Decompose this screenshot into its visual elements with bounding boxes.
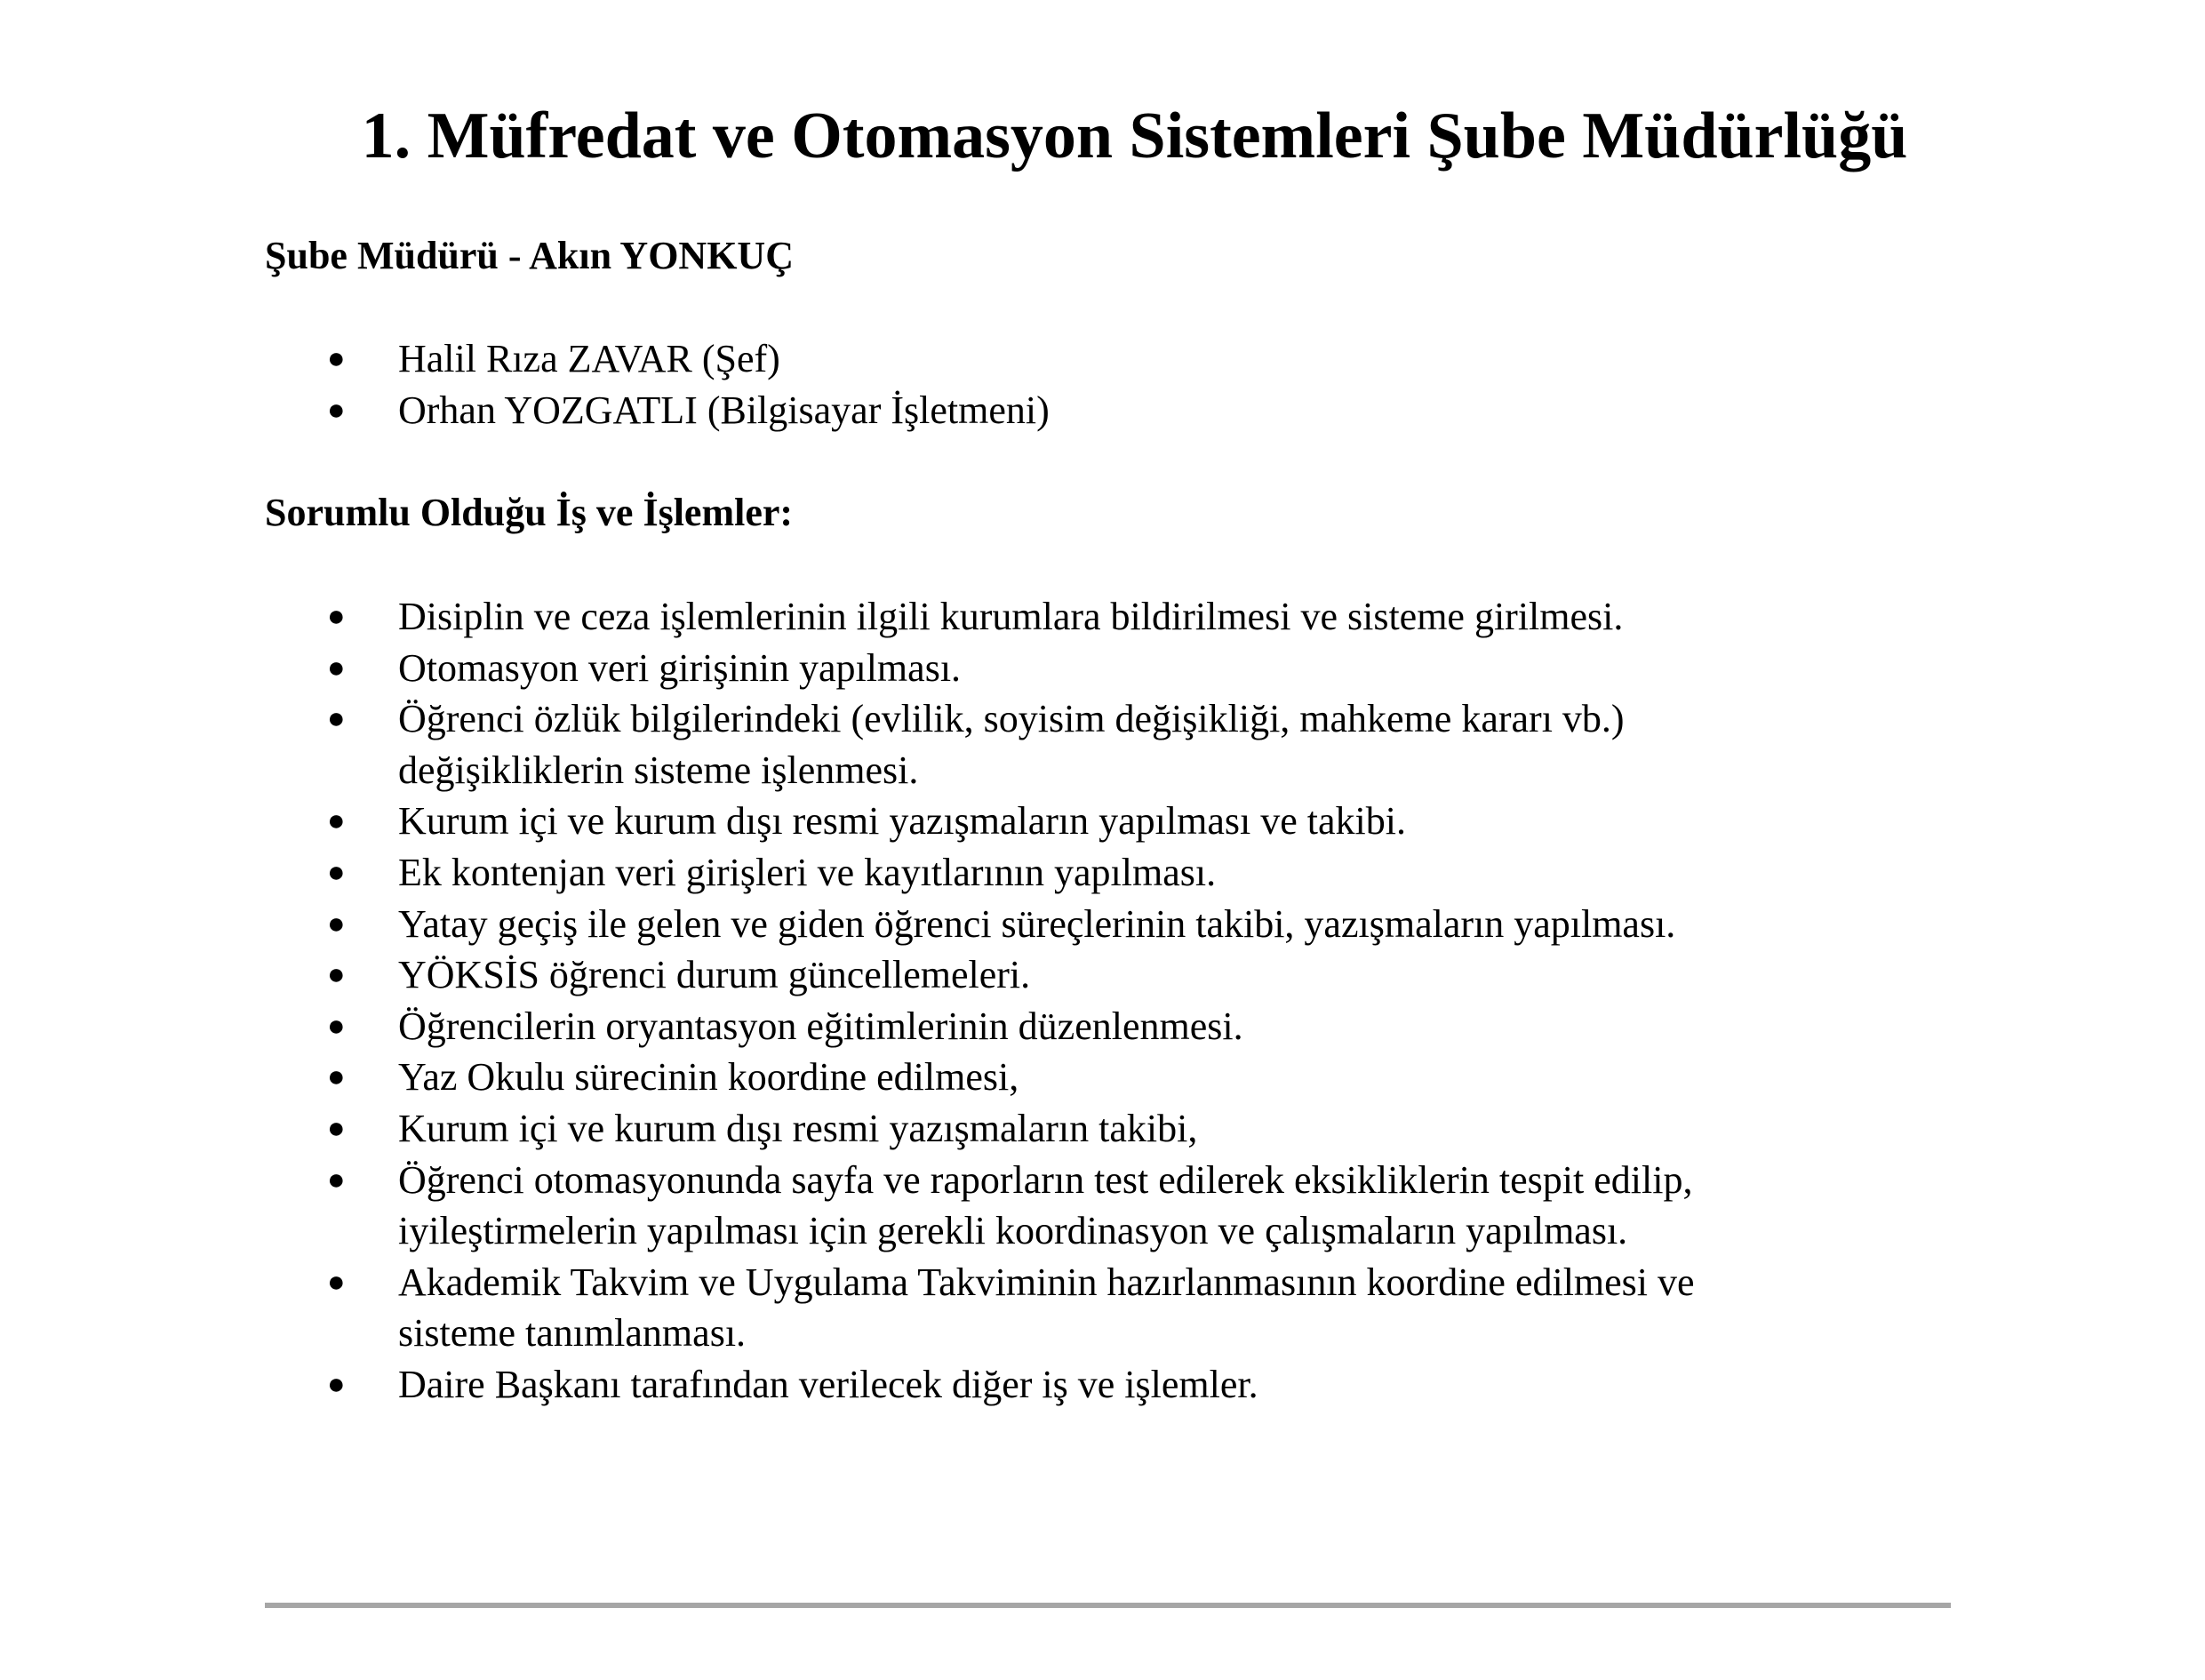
duty-item <box>265 1001 1953 1052</box>
duty-line: Öğrenci özlük bilgilerindeki (evlilik, soyisim değişikliği, mahkeme kararı vb.) <box>398 697 1625 741</box>
branch-manager: Şube Müdürü - Akın YONKUÇ <box>265 234 794 277</box>
duty-item <box>265 693 1953 796</box>
bullet-icon: ● <box>327 855 346 889</box>
duty-item <box>265 796 1953 847</box>
duty-line: Öğrenci otomasyonunda sayfa ve raporların test edilerek eksikliklerin tespit edilip, <box>398 1157 1693 1202</box>
bullet-icon: ● <box>327 651 346 684</box>
duty-line: Akademik Takvim ve Uygulama Takviminin hazırlanmasının koordine edilmesi ve <box>398 1260 1695 1304</box>
staff-item <box>265 385 1953 436</box>
bullet-icon: ● <box>327 600 346 633</box>
bullet-icon: ● <box>327 804 346 838</box>
duty-item <box>265 591 1953 643</box>
bullet-icon: ● <box>327 1367 346 1401</box>
duty-item <box>265 949 1953 1001</box>
duty-item <box>265 847 1953 899</box>
staff-item <box>265 333 1953 385</box>
duty-line: Daire Başkanı tarafından verilecek diğer iş ve işlemler. <box>398 1362 1258 1406</box>
duty-item <box>265 1155 1953 1257</box>
staff-item-text: Halil Rıza ZAVAR (Şef) <box>398 337 780 380</box>
duty-item <box>265 643 1953 694</box>
bullet-icon: ● <box>327 958 346 992</box>
duty-item <box>265 1103 1953 1155</box>
page-title <box>0 96 2205 176</box>
duty-item <box>265 1359 1953 1411</box>
duty-line: Disiplin ve ceza işlemlerinin ilgili kurumlara bildirilmesi ve sisteme girilmesi. <box>398 595 1624 638</box>
duties-list <box>265 591 1953 1411</box>
duty-item <box>265 1257 1953 1359</box>
bullet-icon: ● <box>327 1163 346 1196</box>
duty-line: sisteme tanımlanması. <box>398 1311 747 1356</box>
duty-line: iyileştirmelerin yapılması için gerekli koordinasyon ve çalışmaların yapılması. <box>398 1209 1628 1253</box>
bullet-icon: ● <box>327 393 346 427</box>
duty-line: Otomasyon veri girişinin yapılması. <box>398 645 962 690</box>
page-title-text: 1. Müfredat ve Otomasyon Sistemleri Şube Müdürlüğü <box>361 100 1908 172</box>
duty-line: değişikliklerin sisteme işlenmesi. <box>398 748 919 792</box>
duty-line: Öğrencilerin oryantasyon eğitimlerinin düzenlenmesi. <box>398 1004 1243 1048</box>
duty-line: Yaz Okulu sürecinin koordine edilmesi, <box>398 1055 1019 1100</box>
duties-heading: Sorumlu Olduğu İş ve İşlemler: <box>265 491 794 534</box>
bullet-icon: ● <box>327 907 346 940</box>
bullet-icon: ● <box>327 342 346 375</box>
duty-line: YÖKSİS öğrenci durum güncellemeleri. <box>398 953 1031 997</box>
bullet-icon: ● <box>327 1009 346 1043</box>
duty-line: Yatay geçiş ile gelen ve giden öğrenci süreçlerinin takibi, yazışmaların yapılması. <box>398 901 1676 946</box>
duty-line: Kurum içi ve kurum dışı resmi yazışmaların takibi, <box>398 1106 1198 1150</box>
staff-list <box>265 333 1953 436</box>
duty-item <box>265 899 1953 950</box>
bullet-icon: ● <box>327 1265 346 1299</box>
staff-item-text: Orhan YOZGATLI (Bilgisayar İşletmeni) <box>398 388 1050 432</box>
bullet-icon: ● <box>327 702 346 736</box>
bullet-icon: ● <box>327 1111 346 1145</box>
duty-line: Ek kontenjan veri girişleri ve kayıtlarının yapılması. <box>398 850 1217 894</box>
duty-line: Kurum içi ve kurum dışı resmi yazışmaların yapılması ve takibi. <box>398 799 1406 844</box>
duty-item <box>265 1052 1953 1103</box>
bullet-icon: ● <box>327 1060 346 1094</box>
footer-divider <box>265 1603 1951 1608</box>
